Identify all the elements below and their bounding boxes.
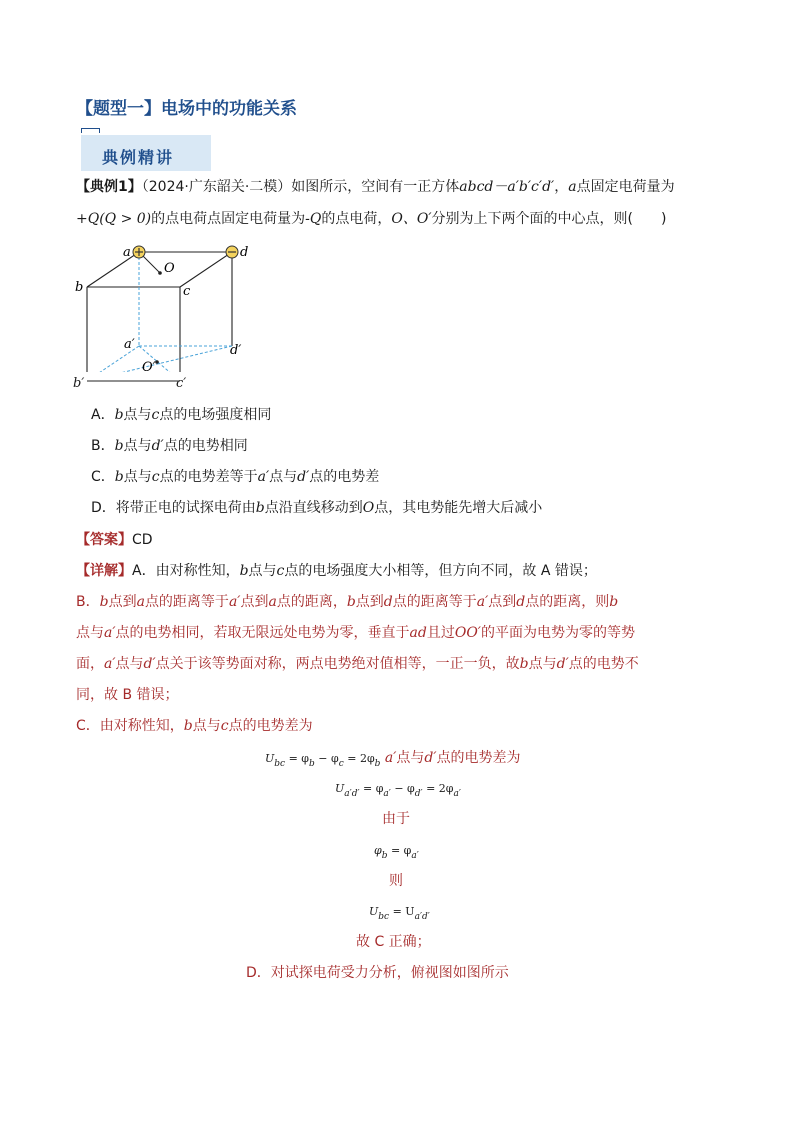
- detail-line-a: 【详解】A．由对称性知，b点与c点的电场强度大小相等，但方向不同，故 A 错误；: [76, 563, 597, 579]
- section-title: 【题型一】电场中的功能关系: [76, 99, 297, 119]
- question-line-1: 【典例1】（2024·广东韶关·二模）如图所示，空间有一正方体abcd－a′b′c′d′，a点固定电荷量为: [76, 179, 675, 195]
- label-a-prime: a′: [124, 337, 135, 352]
- label-c: c: [183, 284, 191, 299]
- label-O: O: [164, 261, 175, 276]
- text-youyu: 由于: [382, 811, 410, 827]
- text-ze: 则: [389, 873, 403, 889]
- cube-bottom-edge: [70, 372, 190, 384]
- label-a: a: [123, 245, 131, 260]
- equation-2: $U_{a'd'} = \varphi_{a'} - \varphi_{d'} = 2\varphi_{a'}$: [335, 782, 461, 799]
- detail-line-d: D．对试探电荷受力分析，俯视图如图所示: [246, 965, 509, 981]
- equation-4: $U_{bc} = U_{a'd'}$: [369, 905, 430, 922]
- detail-line-b4: 同，故 B 错误；: [76, 687, 179, 703]
- point-O: [158, 271, 162, 275]
- answer-value: CD: [132, 532, 153, 548]
- question-line-2: +Q(Q > 0)的点电荷点固定电荷量为-Q的点电荷，O、O′分别为上下两个面的中心点，则( ): [76, 211, 667, 227]
- tag-label: 典例精讲: [102, 148, 175, 167]
- equation-3: $\varphi_b = \varphi_{a'}$: [374, 844, 419, 861]
- hidden-edges: [87, 252, 232, 372]
- answer-line: [76, 530, 153, 550]
- label-b-prime: b′: [73, 376, 85, 391]
- plus-charge-icon: [133, 246, 145, 258]
- equation-1: $U_{bc} = \varphi_b - \varphi_c = 2\varphi_b$ a′点与d′点的电势差为: [265, 750, 521, 769]
- minus-charge-icon: [226, 246, 238, 258]
- option-b: B．b点与d′点的电势相同: [91, 438, 248, 454]
- cube-figure: [70, 238, 250, 372]
- option-d: D．将带正电的试探电荷由b点沿直线移动到O点，其电势能先增大后减小: [91, 500, 543, 516]
- tag-decoration: [81, 128, 100, 133]
- label-d: d: [240, 245, 249, 260]
- option-c: C．b点与c点的电势差等于a′点与d′点的电势差: [91, 469, 380, 485]
- label-c-prime: c′: [176, 376, 187, 391]
- point-O-prime: [155, 360, 159, 364]
- option-a: A．b点与c点的电场强度相同: [91, 407, 272, 423]
- detail-label: 【详解】: [76, 563, 132, 579]
- question-label: 【典例1】: [76, 179, 142, 195]
- detail-line-b2: 点与a′点的电势相同，若取无限远处电势为零，垂直于ad且过OO′的平面为电势为零的等势: [76, 625, 635, 641]
- text-c-correct: 故 C 正确；: [356, 934, 431, 950]
- label-O-prime: O′: [142, 360, 156, 372]
- detail-line-b3: 面，a′点与d′点关于该等势面对称，两点电势绝对值相等，一正一负，故b点与d′点的电势不: [76, 656, 639, 672]
- cube-edges: [87, 252, 232, 372]
- label-b: b: [75, 280, 84, 295]
- answer-label: 【答案】: [76, 532, 132, 548]
- label-d-prime: d′: [230, 343, 242, 358]
- detail-line-b1: B．b点到a点的距离等于a′点到a点的距离，b点到d点的距离等于a′点到d点的距离，则b: [76, 594, 619, 610]
- detail-line-c1: C．由对称性知，b点与c点的电势差为: [76, 718, 313, 734]
